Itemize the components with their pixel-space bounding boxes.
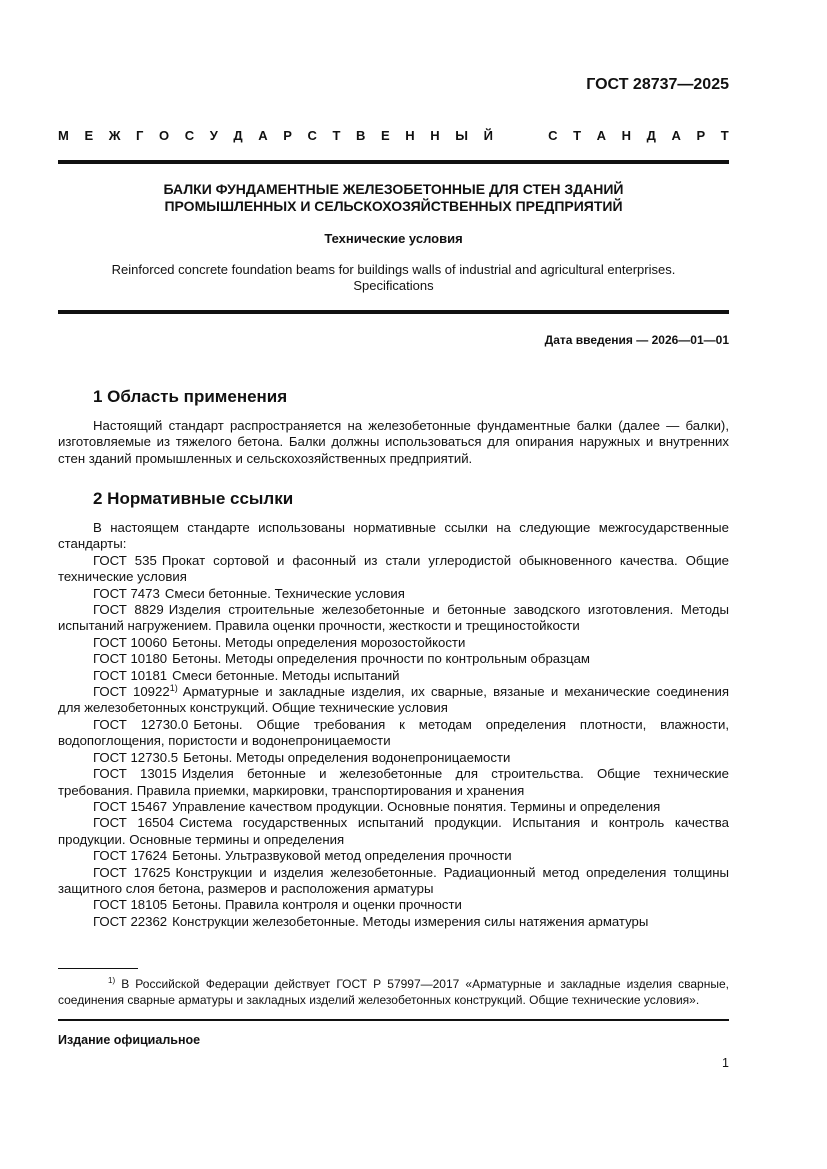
section-1-paragraph: Настоящий стандарт распространяется на железобетонные фундаментные балки (далее — балки), изготовляемые из тяжелого бетона. Балки должны использоваться для опирания наружных и внутренних стен зданий промышленных и сельскохозяйственных предприятий. bbox=[58, 418, 729, 466]
reference-code: ГОСТ 10181 bbox=[93, 667, 168, 683]
banner-letter: А bbox=[596, 128, 607, 143]
reference-code: ГОСТ 10060 bbox=[93, 634, 168, 650]
footnote-text: В Российской Федерации действует ГОСТ Р 57997—2017 «Арматурные и закладные изделия сварные, соединения сварные арматуры и закладных изделий железобетонных конструкций. Общие технические условия». bbox=[58, 977, 729, 1007]
banner-letter: Й bbox=[483, 128, 493, 143]
reference-item bbox=[58, 766, 729, 799]
title-divider bbox=[58, 310, 729, 314]
banner-letter: А bbox=[258, 128, 268, 143]
standard-banner bbox=[58, 128, 729, 143]
reference-code: ГОСТ 22362 bbox=[93, 913, 168, 929]
banner-letter: С bbox=[307, 128, 317, 143]
reference-item bbox=[58, 602, 729, 635]
reference-item bbox=[58, 750, 729, 766]
banner-letter: М bbox=[58, 128, 69, 143]
banner-letter: Т bbox=[332, 128, 341, 143]
reference-item bbox=[58, 668, 729, 684]
footer-divider bbox=[58, 1019, 729, 1021]
reference-title: Бетоны. Методы определения водонепроницаемости bbox=[183, 749, 511, 765]
reference-item bbox=[58, 914, 729, 930]
reference-code: ГОСТ 17624 bbox=[93, 848, 168, 864]
reference-title: Бетоны. Общие требования к методам определения плотности, влажности, водопоглощения, пористости и водонепроницаемости bbox=[58, 716, 729, 749]
reference-code: ГОСТ 12730.5 bbox=[93, 749, 179, 765]
section-2-heading: 2 Нормативные ссылки bbox=[93, 489, 294, 508]
banner-letter: Р bbox=[696, 128, 706, 143]
reference-code: ГОСТ 7473 bbox=[93, 585, 160, 601]
banner-letter: Р bbox=[283, 128, 292, 143]
banner-letter: Д bbox=[646, 128, 656, 143]
reference-code: ГОСТ 15467 bbox=[93, 798, 168, 814]
reference-title: Бетоны. Методы определения прочности по контрольным образцам bbox=[172, 651, 590, 667]
reference-item bbox=[58, 848, 729, 864]
banner-letter: У bbox=[209, 128, 218, 143]
reference-item bbox=[58, 897, 729, 913]
page-number: 1 bbox=[722, 1056, 729, 1070]
document-subtitle: Технические условия bbox=[324, 231, 463, 246]
reference-title: Бетоны. Правила контроля и оценки прочности bbox=[172, 897, 462, 913]
document-title bbox=[58, 181, 729, 215]
reference-title: Прокат сортовой и фасонный из стали углеродистой обыкновенного качества. Общие технические условия bbox=[58, 552, 729, 585]
title-line-2: ПРОМЫШЛЕННЫХ И СЕЛЬСКОХОЗЯЙСТВЕННЫХ ПРЕДПРИЯТИЙ bbox=[164, 198, 623, 214]
reference-title: Система государственных испытаний продукции. Испытания и контроль качества продукции. Основные термины и определения bbox=[58, 815, 730, 847]
reference-item bbox=[58, 799, 729, 815]
reference-code: ГОСТ 17625 bbox=[93, 864, 171, 880]
reference-code: ГОСТ 10180 bbox=[93, 651, 168, 667]
banner-gap bbox=[509, 128, 533, 143]
reference-code: ГОСТ 8829 bbox=[93, 602, 164, 618]
banner-letter: С bbox=[184, 128, 195, 143]
reference-title: Изделия строительные железобетонные и бетонные заводского изготовления. Методы испытаний нагружением. Правила оценки прочности, жесткости и трещиностойкости bbox=[58, 602, 729, 634]
title-line-1: БАЛКИ ФУНДАМЕНТНЫЕ ЖЕЛЕЗОБЕТОННЫЕ ДЛЯ СТЕН ЗДАНИЙ bbox=[163, 181, 624, 197]
english-title-line-1: Reinforced concrete foundation beams for buildings walls of industrial and agricultural enterprises. bbox=[111, 262, 676, 277]
english-title bbox=[58, 262, 729, 294]
footnote-ref-mark: 1) bbox=[169, 682, 178, 693]
reference-title: Бетоны. Ультразвуковой метод определения прочности bbox=[172, 848, 512, 864]
reference-item bbox=[58, 553, 729, 586]
footnote bbox=[58, 973, 729, 1008]
normative-references bbox=[58, 520, 729, 930]
banner-letter: А bbox=[671, 128, 681, 143]
reference-code: ГОСТ 16504 bbox=[93, 815, 175, 831]
reference-code: ГОСТ 13015 bbox=[93, 766, 177, 782]
reference-item bbox=[58, 815, 729, 848]
reference-item bbox=[58, 586, 729, 602]
banner-letter: Ж bbox=[108, 128, 121, 143]
reference-title: Конструкции железобетонные. Методы измерения силы натяжения арматуры bbox=[172, 913, 649, 929]
reference-item bbox=[58, 717, 729, 750]
banner-letter: Г bbox=[136, 128, 144, 143]
reference-title: Конструкции и изделия железобетонные. Радиационный метод определения толщины защитного слоя бетона, размеров и расположения арматуры bbox=[58, 864, 729, 896]
footnote-mark: 1) bbox=[108, 976, 116, 985]
banner-letter: Д bbox=[233, 128, 243, 143]
banner-letter: В bbox=[356, 128, 366, 143]
banner-letter: Е bbox=[84, 128, 94, 143]
english-title-line-2: Specifications bbox=[353, 278, 434, 293]
introduction-date: Дата введения — 2026—01—01 bbox=[544, 333, 729, 347]
reference-item bbox=[58, 651, 729, 667]
reference-title: Смеси бетонные. Методы испытаний bbox=[172, 667, 400, 683]
reference-code: ГОСТ 18105 bbox=[93, 897, 168, 913]
reference-code: ГОСТ 10922 bbox=[93, 684, 170, 700]
footnote-divider bbox=[58, 968, 138, 969]
banner-letter: Н bbox=[430, 128, 440, 143]
reference-item bbox=[58, 684, 729, 717]
reference-item bbox=[58, 635, 729, 651]
reference-code: ГОСТ 12730.0 bbox=[93, 716, 189, 732]
references-intro: В настоящем стандарте использованы нормативные ссылки на следующие межгосударственные стандарты: bbox=[58, 520, 729, 552]
banner-letter: Н bbox=[621, 128, 632, 143]
banner-letter: О bbox=[159, 128, 170, 143]
reference-title: Арматурные и закладные изделия, их сварные, вязаные и механические соединения для железобетонных конструкций. Общие технические условия bbox=[58, 684, 729, 716]
reference-title: Бетоны. Методы определения морозостойкости bbox=[172, 634, 466, 650]
banner-letter: Т bbox=[720, 128, 729, 143]
banner-letter: С bbox=[548, 128, 558, 143]
reference-item bbox=[58, 865, 729, 898]
edition-label: Издание официальное bbox=[58, 1033, 201, 1047]
reference-title: Управление качеством продукции. Основные понятия. Термины и определения bbox=[172, 798, 661, 814]
reference-title: Изделия бетонные и железобетонные для строительства. Общие технические требования. Правила приемки, маркировки, транспортирования и хранения bbox=[58, 766, 729, 798]
section-1-body bbox=[58, 418, 729, 467]
reference-code: ГОСТ 535 bbox=[93, 552, 157, 568]
top-divider bbox=[58, 160, 729, 164]
banner-letter: Н bbox=[405, 128, 415, 143]
section-1-heading: 1 Область применения bbox=[93, 387, 288, 406]
banner-letter: Ы bbox=[455, 128, 468, 143]
banner-letter: Т bbox=[573, 128, 582, 143]
reference-title: Смеси бетонные. Технические условия bbox=[164, 585, 405, 601]
banner-letter: Е bbox=[381, 128, 390, 143]
document-id: ГОСТ 28737—2025 bbox=[586, 76, 729, 93]
